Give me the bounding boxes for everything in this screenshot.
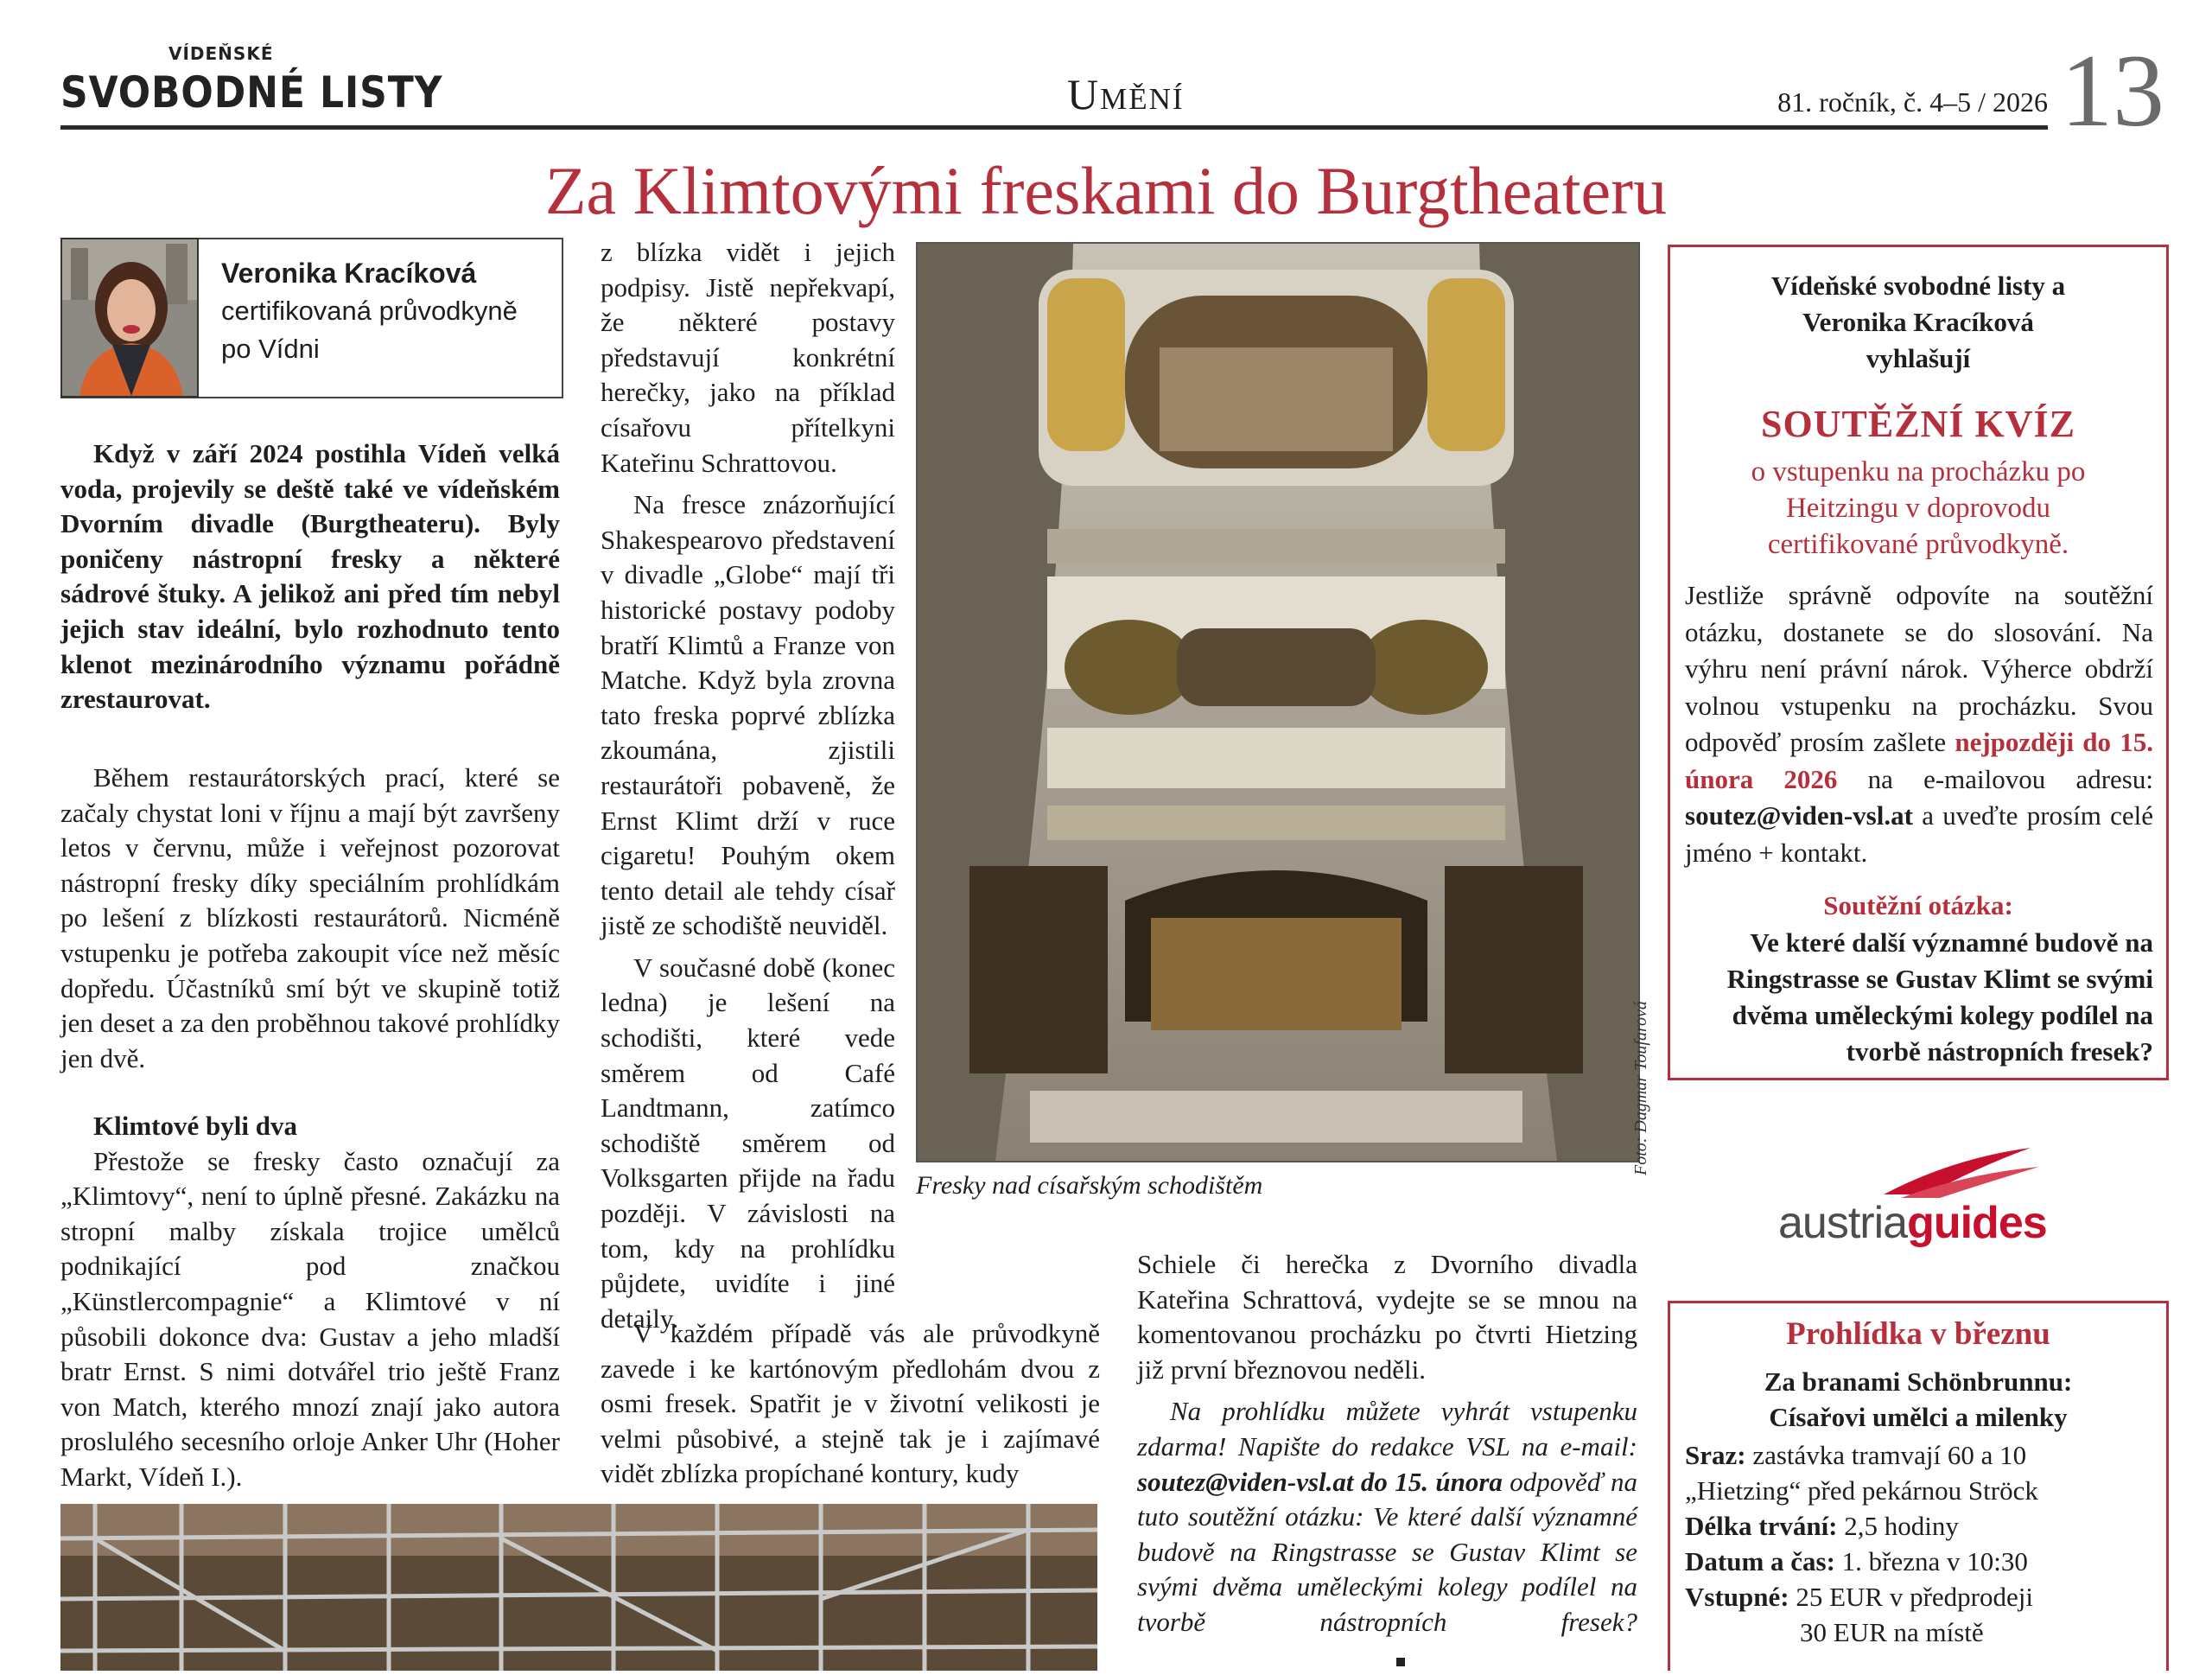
masthead-small: VÍDEŇSKÉ: [168, 43, 274, 64]
article-paragraph: Schiele či herečka z Dvorního divadla Kateřina Schrattová, vydejte se se mnou na komentovanou procházku po čtvrti Hietzing již první březnovou neděli.: [1137, 1249, 1637, 1385]
quiz-email: soutez@viden-vsl.at: [1685, 800, 1913, 831]
tour-subtitle: Za branami Schönbrunnu: Císařovi umělci a milenky: [1764, 1366, 2073, 1432]
masthead-name: SVOBODNÉ LISTY: [60, 67, 443, 118]
author-role: certifikovaná průvodkyně po Vídni: [221, 296, 518, 364]
photo-credit: Foto: Dagmar Toufarová: [1631, 1001, 1650, 1175]
article-paragraph: Na fresce znázorňující Shakespearovo představení v divadle „Globe“ mají tři historické postavy podoby bratří Klimtů a Franze von Matche. Když byla zrovna tato freska poprvé zblízka zkoumána, zjistili restaurátoři pobaveně, že Ernst Klimt drží v ruce cigaretu! Pouhým okem tento detail ale tehdy císař jistě ze schodiště neuviděl.: [601, 489, 895, 941]
quiz-title: SOUTĚŽNÍ KVÍZ: [1761, 403, 2075, 445]
section-label: Umění: [1067, 70, 1185, 118]
article-column-2b: [601, 1316, 1100, 1492]
tour-duration: Délka trvání: 2,5 hodiny: [1685, 1511, 1959, 1541]
tour-title: Prohlídka v březnu: [1786, 1316, 2050, 1352]
article-paragraph: V každém případě vás ale průvodkyně zavede i ke kartónovým předlohám dvou z osmi fresek. Spatřit je v životní velikosti je velmi působivé, a stejně tak je i zajímavé vidět zblízka propíchané kontury, kudy: [601, 1318, 1100, 1489]
tour-details: [1685, 1437, 2156, 1650]
author-name: Veronika Kracíková: [221, 258, 477, 289]
fresco-photo: [916, 242, 1640, 1162]
article-column-3: [1137, 1247, 1637, 1675]
article-paragraph: Během restaurátorských prací, které se začaly chystat loni v říjnu a mají být završeny letos v červnu, může i veřejnost pozorovat nástropní fresky díky speciálním prohlídkám po lešení z blízkosti restaurátorů. Nicméně vstupenku je potřeba zakoupit více než měsíc dopředu. Účastníků smí být ve skupině totiž jen deset a za den proběhnou takové prohlídky jen dvě.: [60, 762, 560, 1073]
article-subsection: [60, 1109, 560, 1495]
scaffold-photo: [60, 1504, 1097, 1671]
article-lead: Když v září 2024 postihla Vídeň velká voda, projevily se deště také ve vídeňském Dvorním divadle (Burgtheateru). Byly poničeny nástropní fresky a některé sádrové štuky. A jelikož ani před tím nebyl jejich stav ideální, bylo rozhodnuto tento klenot mezinárodního významu pořádně zrestaurovat.: [60, 438, 560, 715]
article-column-2: [601, 235, 895, 1336]
quiz-deadline: nejpozději do 15. února 2026: [1685, 727, 2153, 794]
header-rule: [60, 125, 2048, 130]
page-number: 13: [2061, 33, 2164, 148]
austriaguides-logo-text: austriaguides: [1778, 1198, 2047, 1248]
issue-info: 81. ročník, č. 4–5 / 2026: [1777, 86, 2048, 118]
quiz-subtitle: o vstupenku na procházku po Heitzingu v doprovodu certifikované průvodkyně.: [1751, 456, 2086, 560]
quiz-question: Ve které další významné budově na Ringstrasse se Gustav Klimt se svými dvěma uměleckými kolegy podílel na tvorbě nástropních fresek?: [1726, 927, 2153, 1067]
tour-price: Vstupné: 25 EUR v předprodeji: [1685, 1582, 2033, 1612]
quiz-body: Jestliže správně odpovíte na soutěžní otázku, dostanete se do slosování. Na výhru není právní nárok. Výherce obdrží volnou vstupenku na procházku. Svou odpověď prosím zašlete nejpozději do 15. února 2026 na e-mailovou adresu: soutez@viden-vsl.at a uveďte prosím celé jméno + kontakt.: [1685, 580, 2153, 868]
tour-meeting: Sraz: zastávka tramvají 60 a 10: [1685, 1440, 2027, 1470]
article-paragraph: z blízka vidět i jejich podpisy. Jistě nepřekvapí, že některé postavy představují konkrétní herečky, jako na příklad císařovu přítelkyni Kateřinu Schrattovou.: [601, 237, 895, 478]
quiz-header: Vídeňské svobodné listy a Veronika Kracíková vyhlašují: [1770, 271, 2066, 373]
tour-meeting-place: „Hietzing“ před pekárnou Ströck: [1685, 1475, 2038, 1506]
article-paragraph: Přestože se fresky často označují za „Klimtovy“, není to úplně přesné. Zakázku na stropní malby získala trojice umělců podnikající pod značkou „Künstlercompagnie“ a Klimtové v ní působili dokonce dva: Gustav a jeho mladší bratr Ernst. S nimi dotvářel trio ještě Franz von Match, kterého mnozí znají jako autora proslulého secesního orloje Anker Uhr (Hoher Markt, Vídeň I.).: [60, 1145, 560, 1492]
austriaguides-logo-swoosh: [1780, 1141, 2056, 1201]
tour-date: Datum a čas: 1. března v 10:30: [1685, 1546, 2028, 1576]
article-paragraph: V současné době (konec ledna) je lešení na schodišti, které vede směrem od Café Landtmann, zatímco schodiště směrem od Volksgarten přijde na řadu později. V závislosti na tom, kdy na prohlídku půjdete, uvidíte i jiné detaily.: [601, 952, 895, 1334]
subheading: Klimtové byli dva: [93, 1111, 297, 1141]
photo-caption: Fresky nad císařským schodištěm: [916, 1171, 1263, 1200]
article-paragraph-invite: Na prohlídku můžete vyhrát vstupenku zdarma! Napište do redakce VSL na e-mail: soutez@viden-vsl.at do 15. února odpověď na tuto soutěžní otázku: Ve které další významné budově na Ringstrasse se Gustav Klimt se svými dvěma uměleckými kolegy podílel na tvorbě nástropních fresek?: [1137, 1394, 1637, 1675]
end-mark: [1396, 1658, 1405, 1666]
email-deadline: soutez@viden-vsl.at do 15. února: [1137, 1466, 1503, 1497]
quiz-question-label: Soutěžní otázka:: [1823, 890, 2013, 920]
article-title: Za Klimtovými freskami do Burgtheateru: [544, 153, 1668, 228]
tour-price-onsite: 30 EUR na místě: [1800, 1617, 1984, 1647]
author-portrait: [60, 238, 199, 398]
